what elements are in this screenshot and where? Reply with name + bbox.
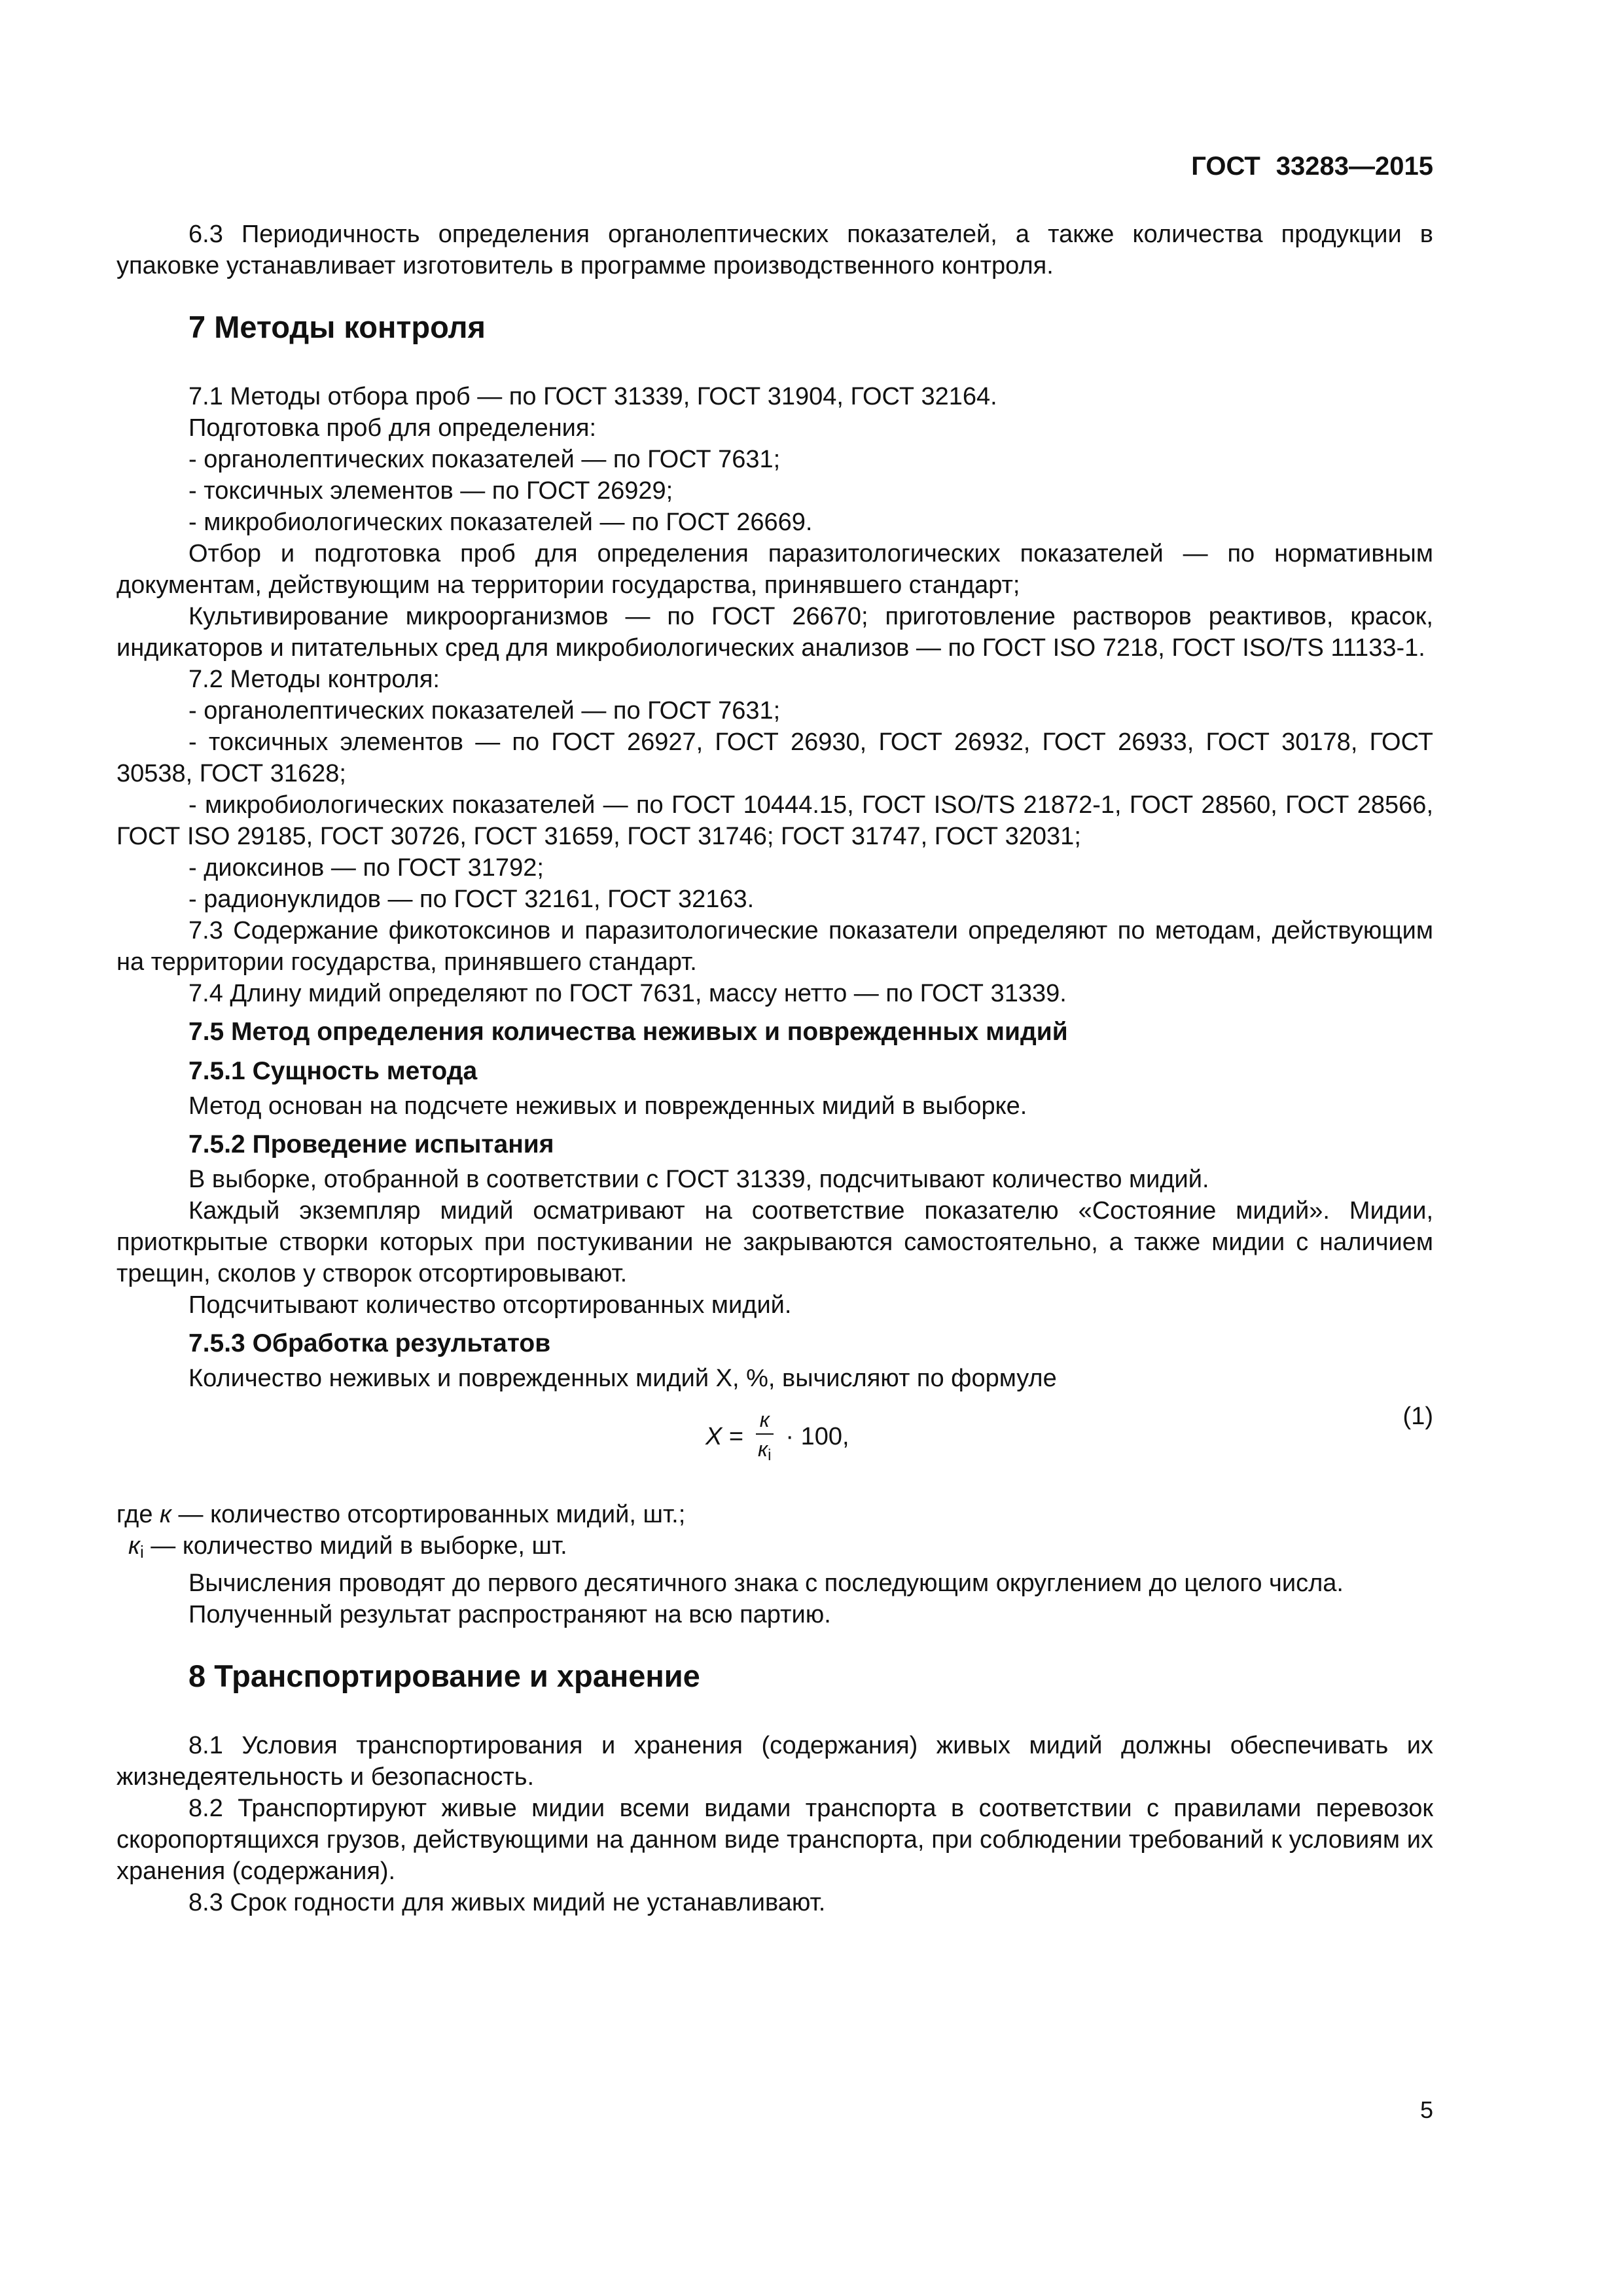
paragraph-7-1-prep: Подготовка проб для определения: xyxy=(188,414,597,442)
list-item: - радионуклидов — по ГОСТ 32161, ГОСТ 32163. xyxy=(188,886,755,913)
list-item: - микробиологических показателей — по ГОСТ 10444.15, ГОСТ ISO/TS 21872-1, ГОСТ 28560, ГОСТ 28566, ГОСТ ISO 29185, ГОСТ 30726, ГОСТ 31659, ГОСТ 31746; ГОСТ 31747, ГОСТ 32031; xyxy=(116,791,1433,850)
list-item: - микробиологических показателей — по ГОСТ 26669. xyxy=(188,509,813,536)
section-7-5-heading: 7.5 Метод определения количества неживых и поврежденных мидий xyxy=(188,1018,1068,1046)
formula-lhs: X xyxy=(705,1423,722,1451)
formula-1 xyxy=(116,1401,1433,1486)
standard-number: 33283—2015 xyxy=(1275,152,1433,181)
formula-numerator: к xyxy=(756,1406,774,1435)
paragraph-7-1-sampling: Отбор и подготовка проб для определения паразитологических показателей — по нормативным документам, действующим на территории государства, принявшего стандарт; xyxy=(116,540,1433,599)
list-item: - диоксинов — по ГОСТ 31792; xyxy=(188,854,544,882)
paragraph-7-1-cultivation: Культивирование микроорганизмов — по ГОСТ 26670; приготовление растворов реактивов, красок, индикаторов и питательных сред для микробиологических анализов — по ГОСТ ISO 7218, ГОСТ ISO/TS 11133-1. xyxy=(116,603,1433,662)
section-7-heading: 7 Методы контроля xyxy=(188,310,486,344)
paragraph-7-5-3: Количество неживых и поврежденных мидий X, %, вычисляют по формуле xyxy=(188,1365,1057,1392)
page-number: 5 xyxy=(1419,2096,1433,2123)
standard-designation xyxy=(116,151,1433,182)
list-item: - токсичных элементов — по ГОСТ 26929; xyxy=(188,477,673,505)
formula-tail: · 100, xyxy=(785,1423,849,1451)
paragraph-8-1: 8.1 Условия транспортирования и хранения (содержания) живых мидий должны обеспечивать их жизнедеятельность и безопасность. xyxy=(116,1732,1433,1791)
formula-fraction xyxy=(756,1406,774,1470)
paragraph-8-3: 8.3 Срок годности для живых мидий не устанавливают. xyxy=(188,1889,826,1916)
formula-number: (1) xyxy=(1402,1403,1433,1430)
paragraph-result: Полученный результат распространяют на всю партию. xyxy=(188,1601,831,1628)
paragraph-8-2: 8.2 Транспортируют живые мидии всеми видами транспорта в соответствии с правилами перевозок скоропортящихся грузов, действующими на данном виде транспорта, при соблюдении требований к условиям их хранения (содержания). xyxy=(116,1795,1433,1885)
formula-equals: = xyxy=(728,1423,744,1451)
formula-expression xyxy=(705,1406,849,1470)
paragraph-calculation: Вычисления проводят до первого десятичного знака с последующим округлением до целого числа. xyxy=(188,1570,1344,1597)
formula-where-1: где к — количество отсортированных мидий, шт.; xyxy=(116,1501,686,1528)
list-item: - органолептических показателей — по ГОСТ 7631; xyxy=(188,446,781,473)
paragraph-7-5-2-b: Каждый экземпляр мидий осматривают на соответствие показателю «Состояние мидий». Мидии, приоткрытые створки которых при постукивании не закрываются самостоятельно, а также мидии с наличием трещин, сколов у створок отсортировывают. xyxy=(116,1197,1433,1287)
paragraph-7-1: 7.1 Методы отбора проб — по ГОСТ 31339, ГОСТ 31904, ГОСТ 32164. xyxy=(188,383,997,410)
section-7-5-3-heading: 7.5.3 Обработка результатов xyxy=(188,1329,551,1357)
paragraph-7-5-2-c: Подсчитывают количество отсортированных мидий. xyxy=(188,1291,792,1319)
section-8-heading: 8 Транспортирование и хранение xyxy=(188,1659,700,1693)
paragraph-7-5-1: Метод основан на подсчете неживых и поврежденных мидий в выборке. xyxy=(188,1092,1027,1120)
list-item: - токсичных элементов — по ГОСТ 26927, ГОСТ 26930, ГОСТ 26932, ГОСТ 26933, ГОСТ 30178, ГОСТ 30538, ГОСТ 31628; xyxy=(116,728,1433,787)
standard-label: ГОСТ xyxy=(1191,152,1260,181)
section-7-5-1-heading: 7.5.1 Сущность метода xyxy=(188,1057,478,1085)
paragraph-7-4: 7.4 Длину мидий определяют по ГОСТ 7631, массу нетто — по ГОСТ 31339. xyxy=(188,980,1067,1007)
list-item: - органолептических показателей — по ГОСТ 7631; xyxy=(188,697,781,725)
paragraph-7-5-2-a: В выборке, отобранной в соответствии с ГОСТ 31339, подсчитывают количество мидий. xyxy=(188,1166,1209,1193)
paragraph-7-3: 7.3 Содержание фикотоксинов и паразитологические показатели определяют по методам, действующим на территории государства, принявшего стандарт. xyxy=(116,917,1433,976)
formula-denominator: $к_i$ xyxy=(758,1437,772,1464)
paragraph-7-2: 7.2 Методы контроля: xyxy=(188,666,440,693)
page-content xyxy=(116,151,1433,1918)
section-7-5-2-heading: 7.5.2 Проведение испытания xyxy=(188,1130,554,1158)
paragraph-6-3: 6.3 Периодичность определения органолептических показателей, а также количества продукции в упаковке устанавливает изготовитель в программе производственного контроля. xyxy=(116,221,1433,279)
formula-where-2: кi — количество мидий в выборке, шт. xyxy=(128,1532,567,1562)
